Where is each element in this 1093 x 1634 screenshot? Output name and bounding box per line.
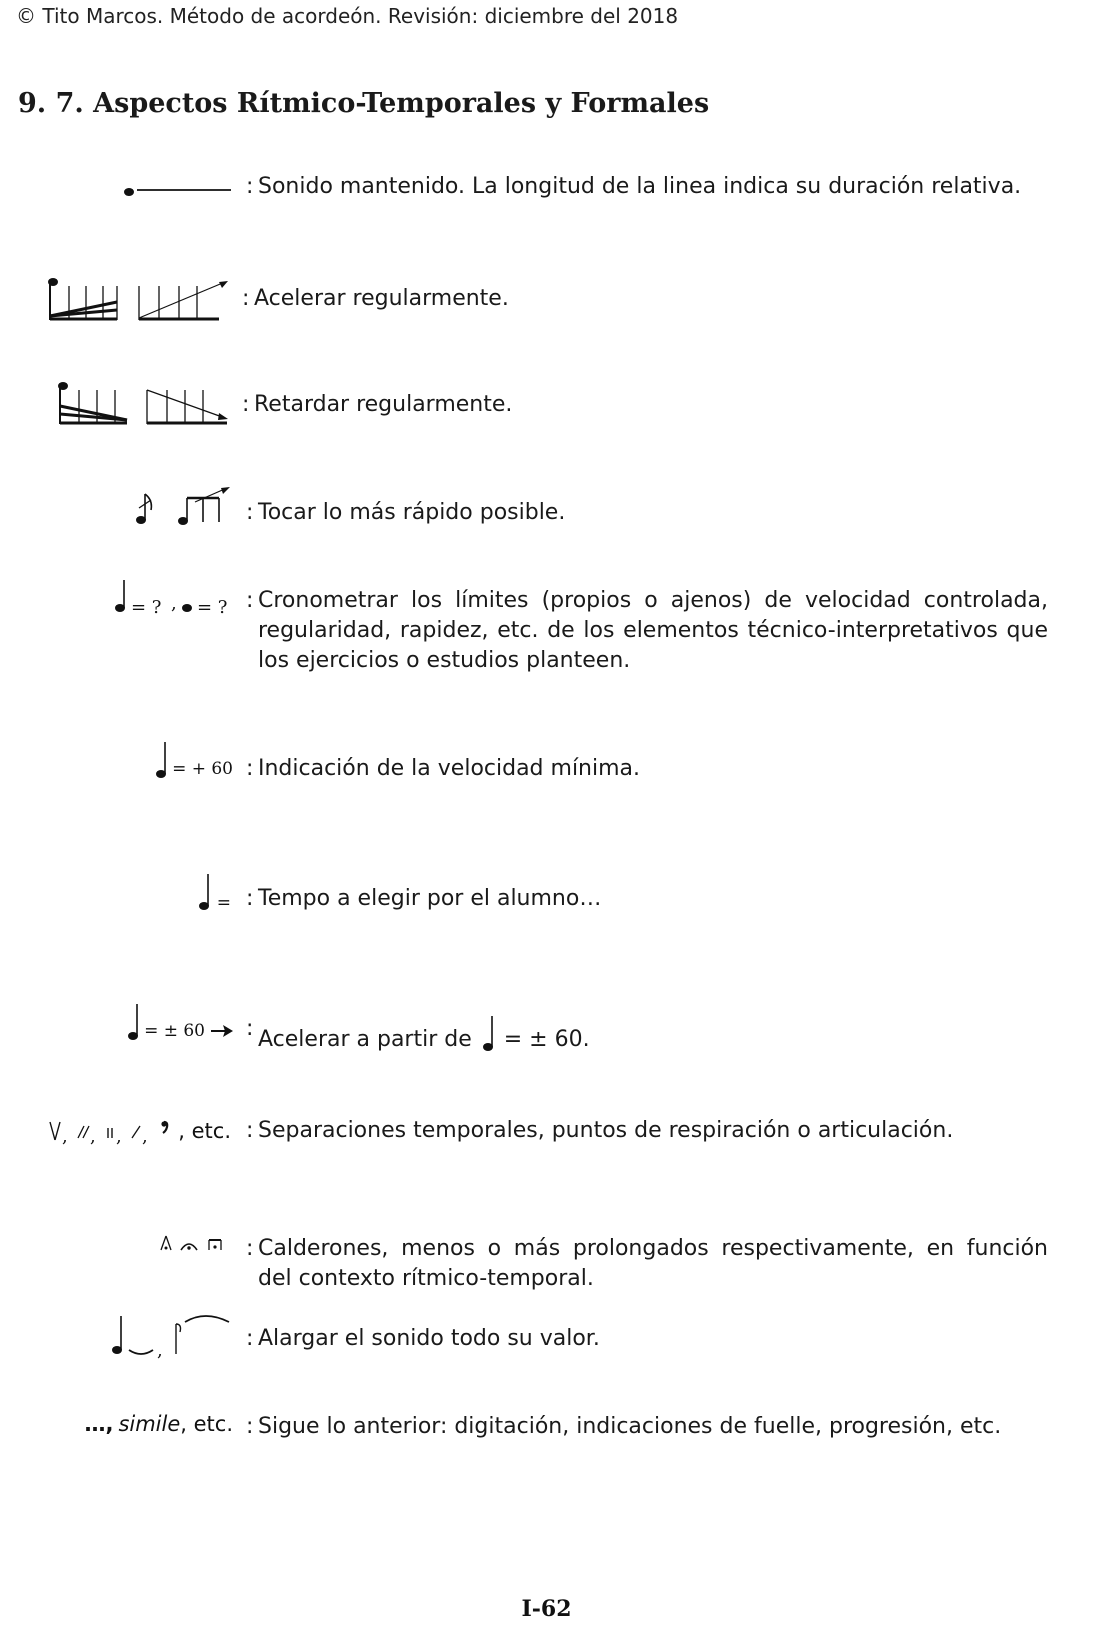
item-description: Calderones, menos o más prolongados respectivamente, en función del contexto rítmico-temporal.: [258, 1236, 1048, 1291]
item-description: Sonido mantenido. La longitud de la linea indica su duración relativa.: [258, 174, 1022, 199]
timing-text-2: = ?: [197, 597, 228, 616]
fermatas-symbol: [159, 1232, 225, 1256]
item-description: Retardar regularmente.: [254, 392, 513, 417]
item-description: Tocar lo más rápido posible.: [258, 500, 566, 525]
simile-symbol: [84, 1412, 233, 1436]
item-description: Cronometrar los límites (propios o ajenos) de velocidad controlada, regularidad, rapidez, etc. de los elementos técnico-interpretativos que los ejercicios o estudios planteen.: [258, 588, 1048, 673]
simile-post: , etc.: [180, 1412, 233, 1436]
svg-text:,: ,: [62, 1126, 68, 1146]
separations-symbol: [48, 1116, 231, 1146]
simile-pre: …,: [84, 1412, 114, 1436]
fast-notes-symbol: [133, 486, 233, 530]
svg-text:,: ,: [157, 1340, 163, 1360]
separations-text: , etc.: [178, 1119, 231, 1143]
student-tempo-text: =: [216, 893, 231, 913]
svg-text:,: ,: [142, 1126, 148, 1146]
item-description: Tempo a elegir por el alumno…: [258, 886, 602, 911]
timing-symbol: [113, 576, 233, 616]
retard-symbol: [57, 376, 231, 428]
accelerate-from-symbol: [126, 1000, 233, 1044]
accelerate-from-text: = ± 60: [144, 1021, 205, 1041]
min-speed-text: = + 60: [172, 759, 233, 779]
item-description: Separaciones temporales, puntos de respiración o articulación.: [258, 1118, 954, 1143]
lengthen-symbol: [109, 1310, 233, 1360]
item-description-post: = ± 60.: [503, 1027, 590, 1052]
item-description: Alargar el sonido todo su valor.: [258, 1326, 600, 1351]
svg-text:,: ,: [90, 1126, 96, 1146]
page-header: © Tito Marcos. Método de acordeón. Revisión: diciembre del 2018: [16, 4, 679, 28]
page-number: I-62: [521, 1596, 572, 1622]
sustained-line-symbol: [123, 176, 233, 200]
arrow-right-icon: [211, 1024, 233, 1038]
section-title: 9. 7. Aspectos Rítmico-Temporales y Formales: [18, 88, 710, 119]
quarter-note-icon: [481, 1014, 495, 1054]
item-description: Acelerar regularmente.: [254, 286, 509, 311]
item-description: Indicación de la velocidad mínima.: [258, 756, 641, 781]
accelerate-symbol: [47, 272, 231, 324]
timing-text-1: = ?: [131, 597, 162, 616]
student-tempo-symbol: [197, 870, 231, 914]
simile-italic: simile: [118, 1412, 181, 1436]
item-description-pre: Acelerar a partir de: [258, 1027, 472, 1052]
svg-text:,: ,: [116, 1126, 122, 1146]
svg-text:,: ,: [171, 593, 177, 614]
min-speed-symbol: [154, 738, 233, 782]
item-description: Sigue lo anterior: digitación, indicaciones de fuelle, progresión, etc.: [258, 1414, 1002, 1439]
